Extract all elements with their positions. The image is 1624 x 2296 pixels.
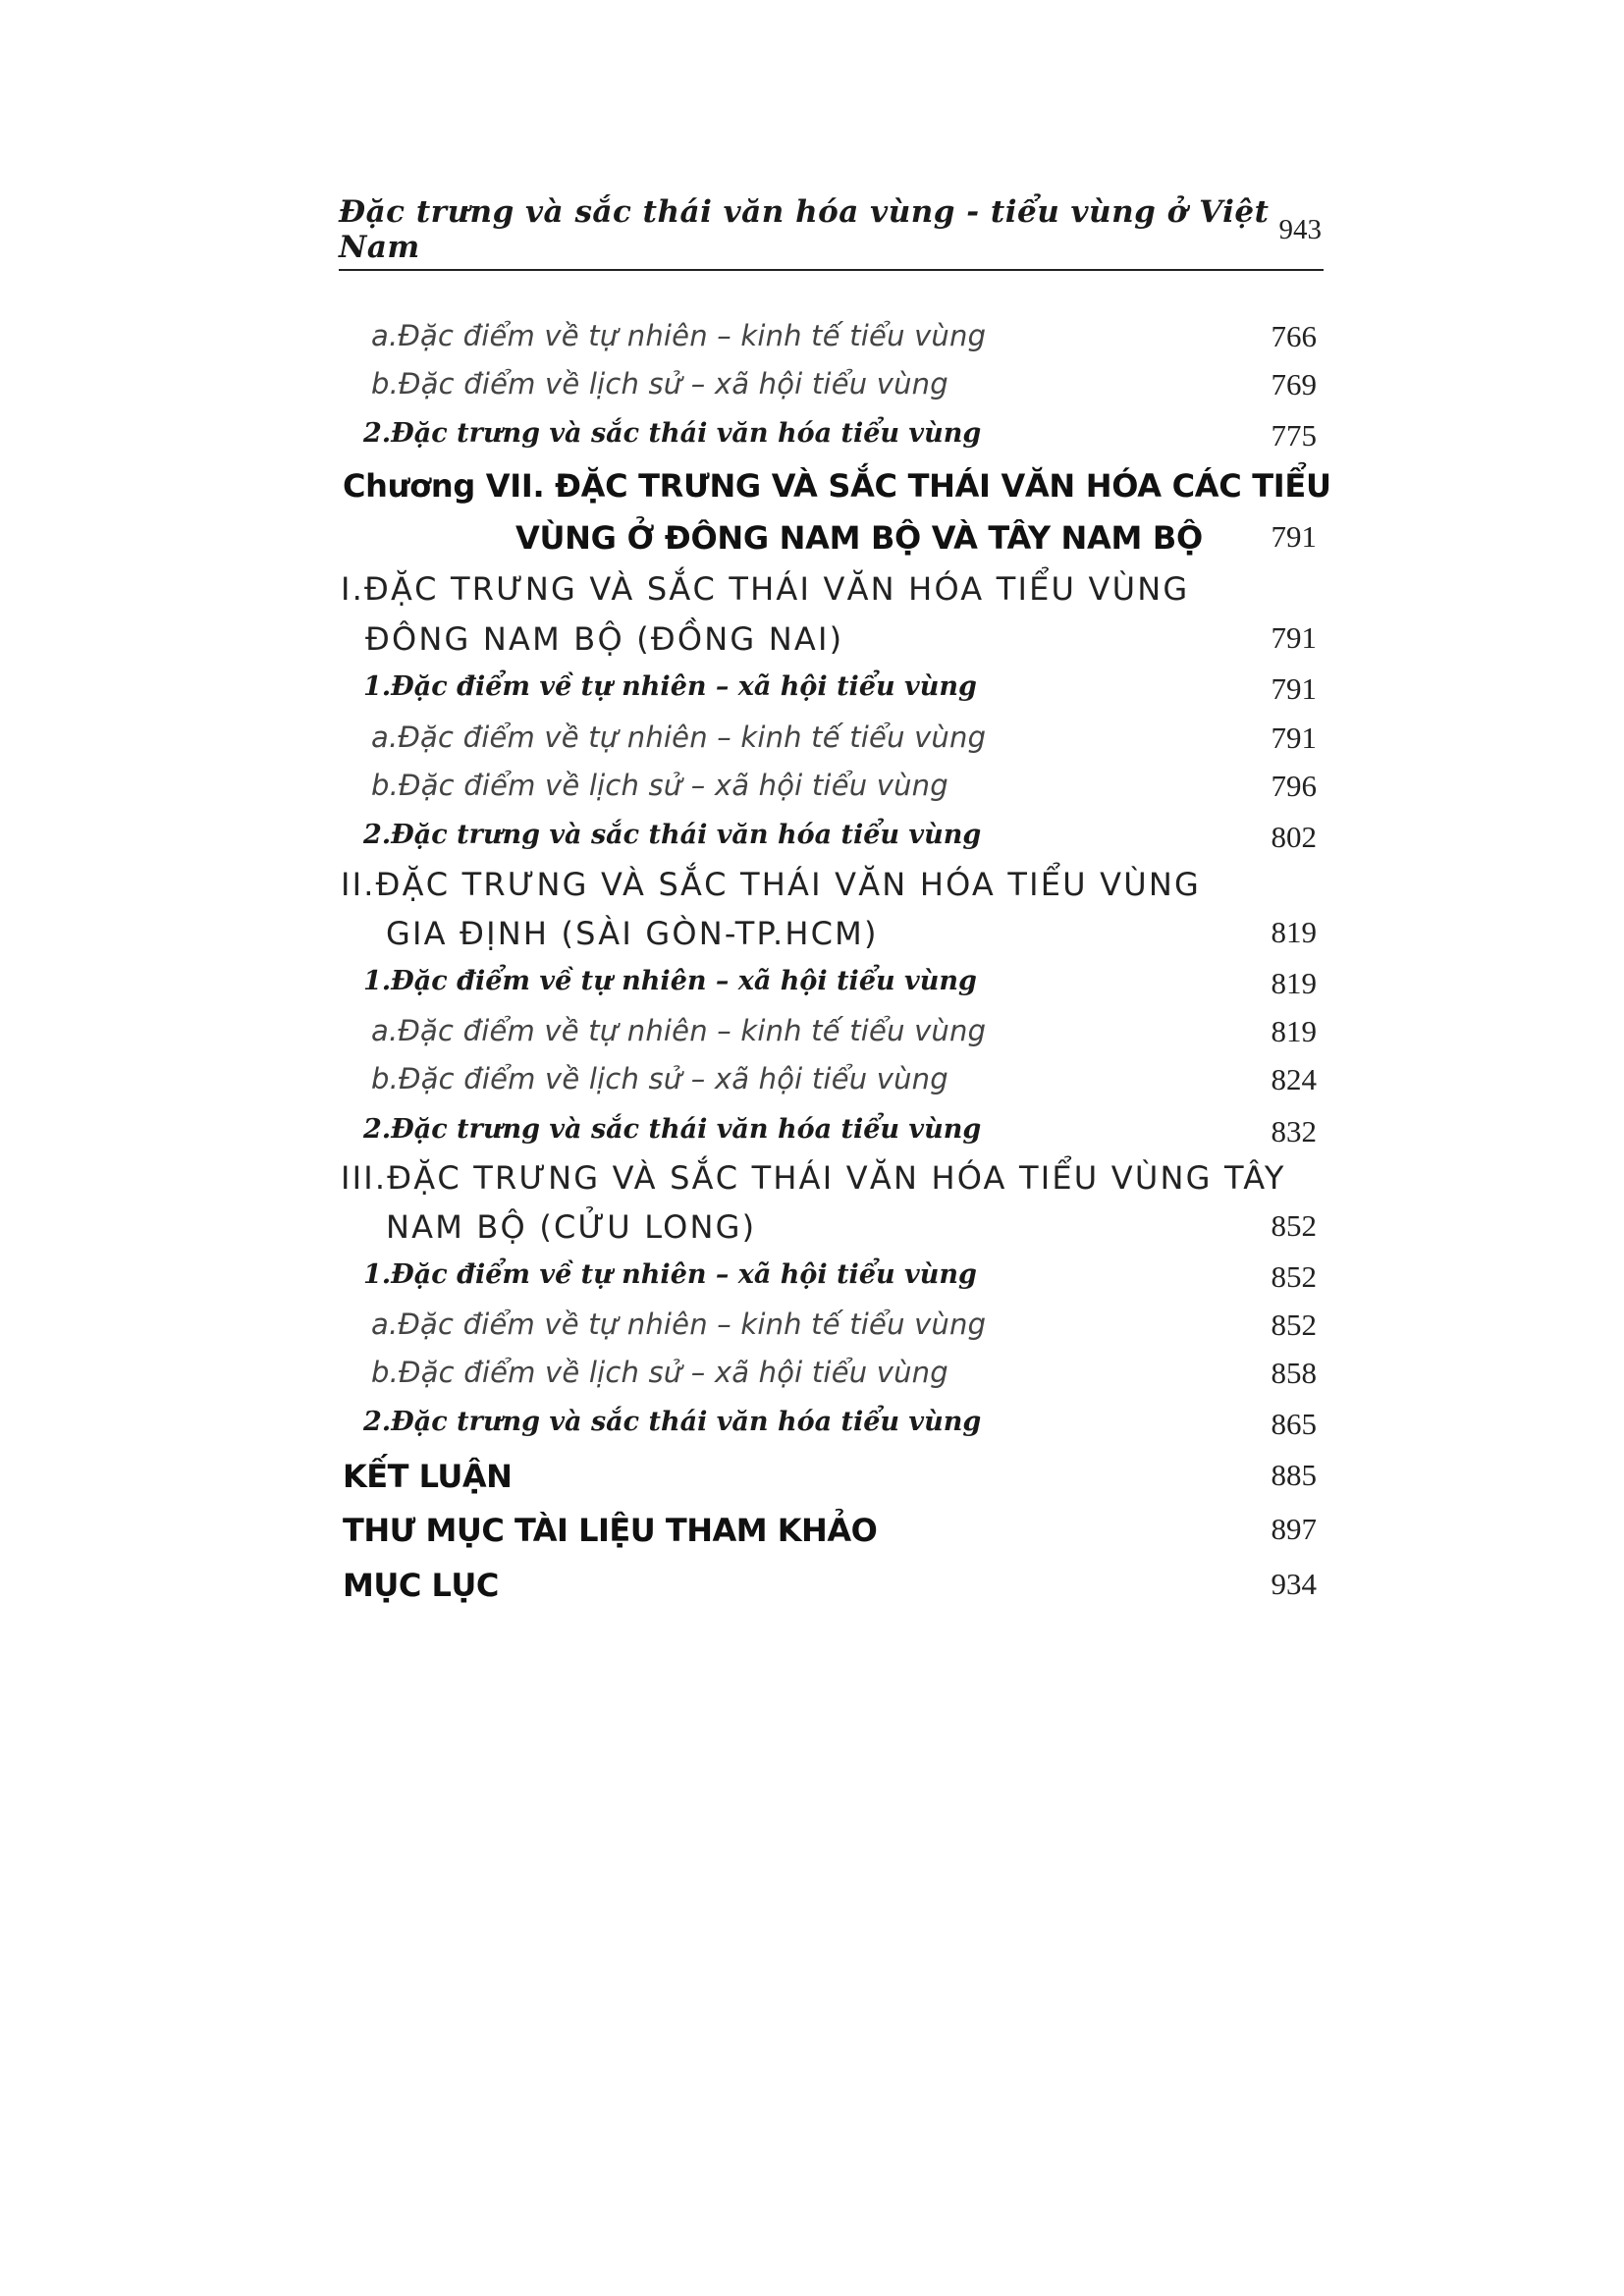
toc-entry-page: 852	[1271, 1259, 1317, 1294]
toc-entry-label: 1.Đặc điểm về tự nhiên – xã hội tiểu vùng	[363, 966, 977, 996]
toc-entry	[0, 671, 1624, 717]
toc-entry-page: 852	[1271, 1308, 1317, 1342]
toc-entry-page: 775	[1271, 418, 1317, 453]
toc-entry-label: 1.Đặc điểm về tự nhiên – xã hội tiểu vùng	[363, 671, 977, 702]
toc-entry	[0, 1356, 1624, 1401]
toc-entry-label: 1.Đặc điểm về tự nhiên – xã hội tiểu vùng	[363, 1259, 977, 1290]
toc-entry	[0, 1308, 1624, 1353]
toc-entry	[0, 1407, 1624, 1452]
toc-entry-label: II.ĐẶC TRƯNG VÀ SẮC THÁI VĂN HÓA TIỂU VÙNG	[341, 866, 1202, 903]
toc-entry	[0, 1062, 1624, 1107]
toc-part-heading	[0, 866, 1624, 911]
toc-entry-label: THƯ MỤC TÀI LIỆU THAM KHẢO	[343, 1512, 878, 1549]
toc-entry-page: 791	[1271, 620, 1317, 655]
toc-entry	[0, 367, 1624, 412]
toc-entry-page: 802	[1271, 820, 1317, 854]
toc-entry	[0, 1114, 1624, 1159]
toc-entry	[0, 769, 1624, 814]
toc-entry-page: 819	[1271, 1014, 1317, 1048]
toc-entry-label: VÙNG Ở ĐÔNG NAM BỘ VÀ TÂY NAM BỘ	[515, 519, 1203, 557]
toc-entry-label: b.Đặc điểm về lịch sử – xã hội tiểu vùng	[371, 1062, 948, 1095]
toc-entry-label: 2.Đặc trưng và sắc thái văn hóa tiểu vùng	[363, 1114, 982, 1145]
toc-entry-label: a.Đặc điểm về tự nhiên – kinh tế tiểu vùng	[371, 1308, 987, 1341]
toc-entry-page: 791	[1271, 721, 1317, 755]
toc-part-heading	[0, 620, 1624, 666]
toc-entry	[0, 418, 1624, 463]
toc-entry	[0, 319, 1624, 364]
toc-part-heading	[0, 915, 1624, 960]
toc-entry-label: GIA ĐỊNH (SÀI GÒN-TP.HCM)	[386, 915, 879, 952]
toc-end-entry	[0, 1458, 1624, 1503]
toc-entry-label: b.Đặc điểm về lịch sử – xã hội tiểu vùng	[371, 769, 948, 802]
toc-entry-label: a.Đặc điểm về tự nhiên – kinh tế tiểu vùng	[371, 319, 987, 352]
toc-part-heading	[0, 570, 1624, 615]
toc-entry	[0, 1259, 1624, 1305]
book-title: Đặc trưng và sắc thái văn hóa vùng - tiểu vùng ở Việt Nam	[339, 194, 1270, 265]
toc-entry-page: 852	[1271, 1208, 1317, 1243]
toc-entry-label: Chương VII. ĐẶC TRƯNG VÀ SẮC THÁI VĂN HÓA CÁC TIỂU	[343, 467, 1331, 505]
toc-entry-label: ĐÔNG NAM BỘ (ĐỒNG NAI)	[365, 620, 844, 658]
toc-entry-page: 766	[1271, 319, 1317, 353]
toc-entry-page: 897	[1271, 1512, 1317, 1546]
toc-entry	[0, 721, 1624, 766]
toc-entry-label: 2.Đặc trưng và sắc thái văn hóa tiểu vùng	[363, 418, 982, 449]
running-header	[339, 194, 1324, 271]
toc-entry-page: 791	[1271, 671, 1317, 706]
toc-chapter-heading	[0, 519, 1624, 564]
page-number: 943	[1278, 214, 1322, 245]
toc-entry	[0, 820, 1624, 865]
toc-entry-label: 2.Đặc trưng và sắc thái văn hóa tiểu vùng	[363, 820, 982, 850]
toc-entry-page: 824	[1271, 1062, 1317, 1096]
toc-entry-label: KẾT LUẬN	[343, 1458, 513, 1495]
toc-entry-page: 934	[1271, 1567, 1317, 1601]
toc-end-entry	[0, 1567, 1624, 1612]
toc-entry-page: 865	[1271, 1407, 1317, 1441]
toc-entry-label: III.ĐẶC TRƯNG VÀ SẮC THÁI VĂN HÓA TIỂU VÙNG TÂY	[341, 1159, 1286, 1197]
toc-entry	[0, 966, 1624, 1011]
toc-entry-label: b.Đặc điểm về lịch sử – xã hội tiểu vùng	[371, 1356, 948, 1389]
toc-entry-page: 858	[1271, 1356, 1317, 1390]
toc-part-heading	[0, 1159, 1624, 1204]
toc-entry-label: I.ĐẶC TRƯNG VÀ SẮC THÁI VĂN HÓA TIỂU VÙNG	[341, 570, 1190, 608]
toc-entry-page: 819	[1271, 966, 1317, 1000]
toc-entry-label: NAM BỘ (CỬU LONG)	[386, 1208, 757, 1246]
toc-entry-label: 2.Đặc trưng và sắc thái văn hóa tiểu vùng	[363, 1407, 982, 1437]
toc-entry-label: a.Đặc điểm về tự nhiên – kinh tế tiểu vùng	[371, 1014, 987, 1047]
toc-entry	[0, 1014, 1624, 1059]
toc-entry-label: a.Đặc điểm về tự nhiên – kinh tế tiểu vùng	[371, 721, 987, 754]
toc-entry-page: 796	[1271, 769, 1317, 803]
toc-entry-page: 885	[1271, 1458, 1317, 1492]
toc-entry-page: 769	[1271, 367, 1317, 401]
toc-chapter-heading	[0, 467, 1624, 512]
toc-end-entry	[0, 1512, 1624, 1557]
toc-entry-page: 819	[1271, 915, 1317, 949]
toc-entry-label: MỤC LỤC	[343, 1567, 499, 1604]
toc-part-heading	[0, 1208, 1624, 1254]
toc-entry-label: b.Đặc điểm về lịch sử – xã hội tiểu vùng	[371, 367, 948, 400]
toc-entry-page: 791	[1271, 519, 1317, 554]
toc-entry-page: 832	[1271, 1114, 1317, 1148]
